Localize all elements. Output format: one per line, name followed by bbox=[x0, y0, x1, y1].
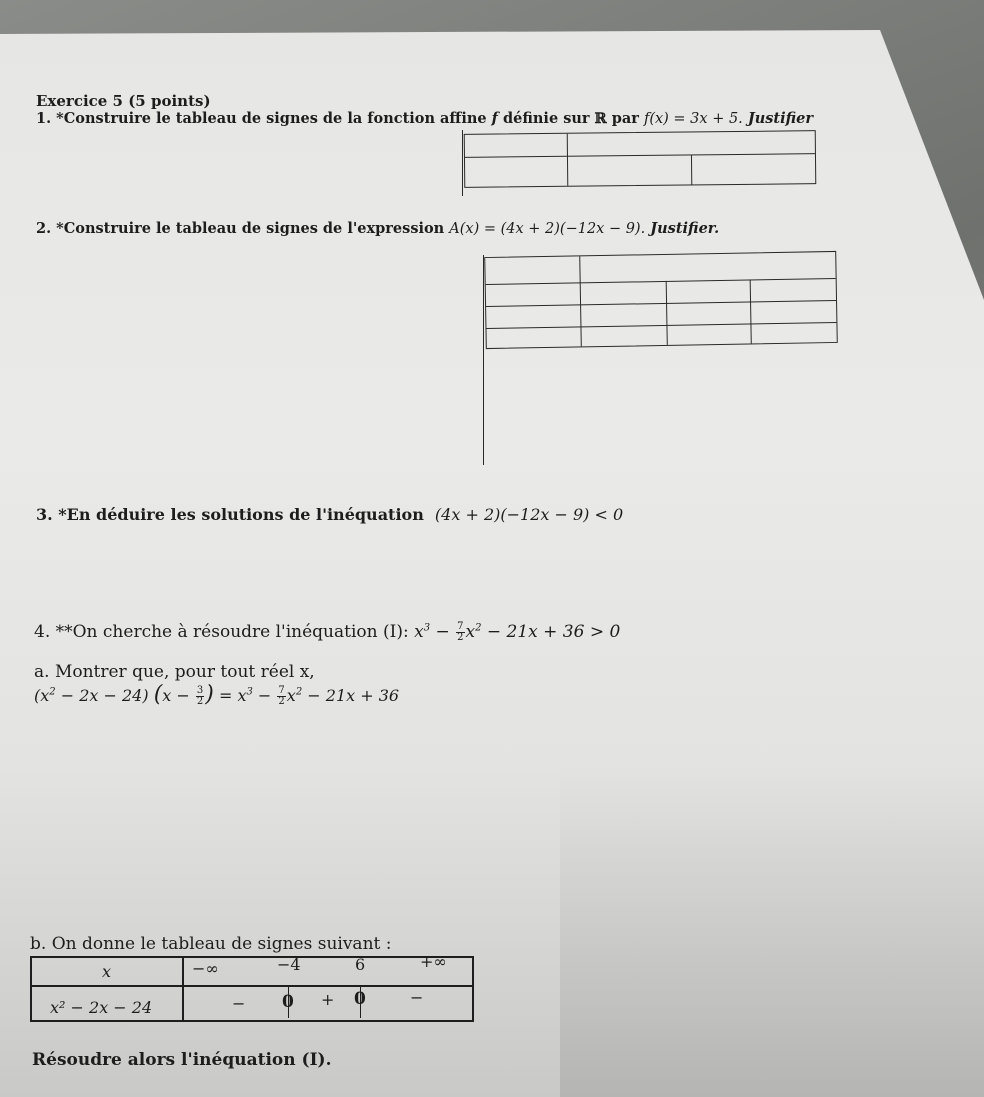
q2-justify: Justifier. bbox=[650, 220, 720, 237]
q1-text: 1. *Construire le tableau de signes de la fonction affine bbox=[36, 110, 487, 127]
header-minus-4: −4 bbox=[277, 955, 301, 974]
question-2 bbox=[36, 220, 719, 237]
q1-text2: définie sur ℝ par bbox=[502, 110, 639, 127]
q4-text: 4. **On cherche à résoudre l'inéquation (I): bbox=[34, 622, 409, 642]
q2-expr: A(x) = (4x + 2)(−12x − 9). bbox=[449, 221, 646, 237]
zero-2: 0 bbox=[354, 989, 366, 1009]
q1-table-row-divider bbox=[465, 153, 815, 158]
q2-table-col-2 bbox=[666, 281, 668, 345]
q2-table-col-1 bbox=[579, 256, 582, 346]
q2-empty-table bbox=[484, 251, 838, 349]
conclusion: Résoudre alors l'inéquation (I). bbox=[32, 1050, 332, 1070]
header-minus-infinity: −∞ bbox=[192, 959, 219, 978]
q2-table-col-3 bbox=[750, 279, 752, 343]
q1-f: f bbox=[491, 110, 498, 127]
q1-table-col-divider bbox=[567, 134, 569, 186]
exercise-title: Exercice 5 (5 points) bbox=[36, 92, 211, 110]
q1-empty-table bbox=[464, 130, 817, 188]
q2-table-row-3 bbox=[486, 322, 836, 329]
question-1 bbox=[36, 110, 813, 127]
q4b-line: b. On donne le tableau de signes suivant : bbox=[30, 934, 392, 954]
question-4 bbox=[34, 622, 620, 643]
given-sign-table bbox=[30, 952, 474, 1022]
q3-expr: (4x + 2)(−12x − 9) < 0 bbox=[434, 505, 624, 524]
q4a-line1: a. Montrer que, pour tout réel x, bbox=[34, 662, 315, 682]
sign-negative-1: − bbox=[232, 994, 246, 1013]
q4-inequation: $x^3$ − $\frac{7}{2}$ $x^2 - 21x + 36 > 0$ bbox=[414, 621, 621, 643]
q2-table-row-1 bbox=[486, 278, 836, 285]
q1-func: f(x) = 3x + 5. bbox=[643, 111, 743, 127]
question-3 bbox=[36, 505, 623, 524]
header-plus-infinity: +∞ bbox=[420, 952, 447, 971]
sign-negative-2: − bbox=[410, 988, 424, 1007]
sign-positive: + bbox=[321, 990, 335, 1009]
q1-table-col-divider-2 bbox=[691, 154, 692, 184]
q1-justify: Justifier bbox=[747, 110, 814, 127]
header-6: 6 bbox=[355, 955, 366, 974]
row-label-polynomial: x² − 2x − 24 bbox=[50, 998, 153, 1017]
given-table-row-divider bbox=[32, 985, 472, 987]
q3-text: 3. *En déduire les solutions de l'inéquation bbox=[36, 505, 424, 524]
q2-text: 2. *Construire le tableau de signes de l'expression bbox=[36, 220, 445, 237]
zero-1: 0 bbox=[282, 992, 294, 1012]
row-label-x: x bbox=[102, 962, 112, 981]
q4a-identity: $(x^2 - 2x - 24) (x$ − $\frac{3}{2}$ ) = $x^3$ − $\frac{7}{2}$ $x^2 - 21x + 36$ bbox=[34, 682, 400, 707]
given-table-col-divider bbox=[182, 958, 184, 1020]
q2-table-row-2 bbox=[486, 300, 836, 307]
